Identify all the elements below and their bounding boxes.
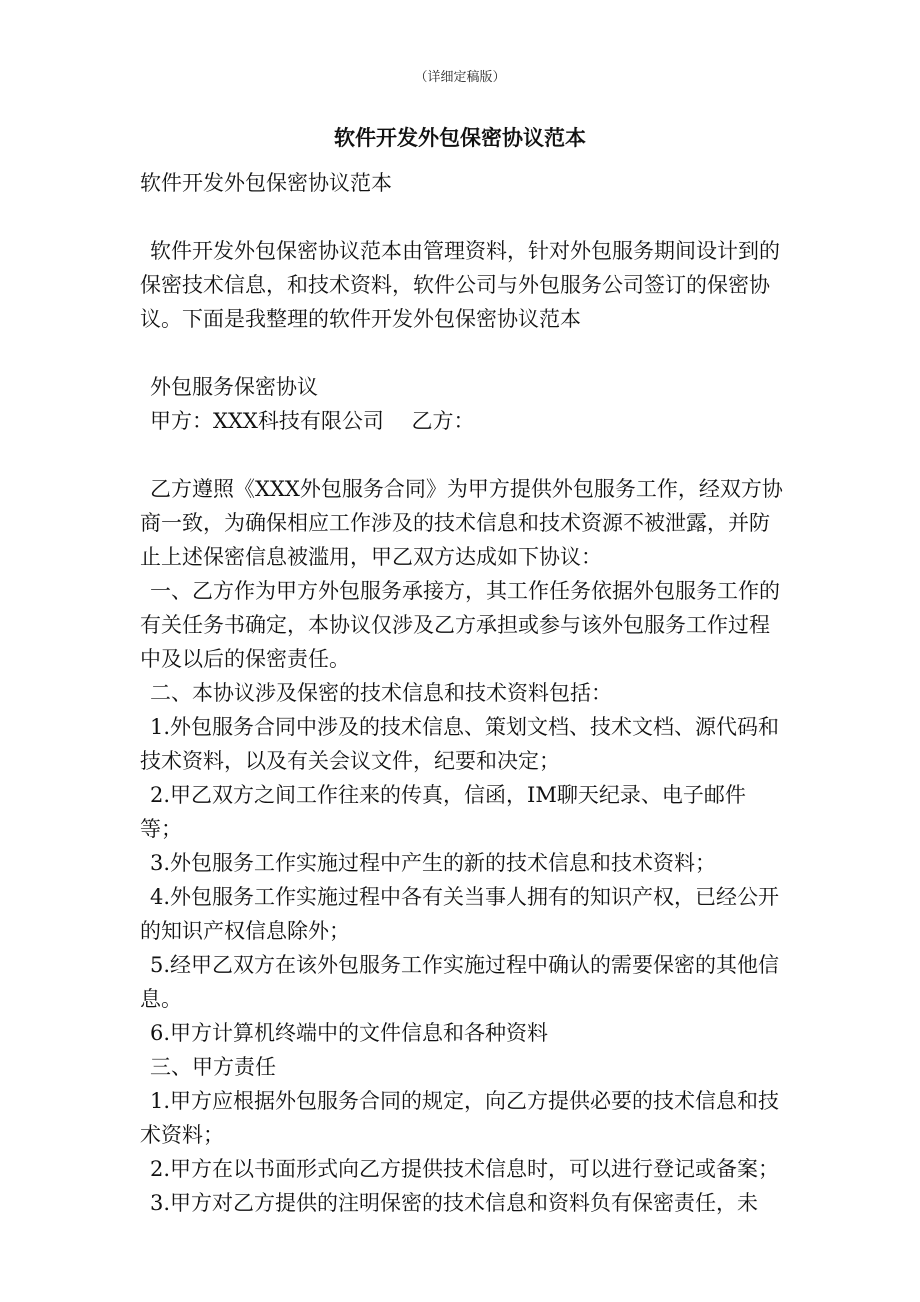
paragraph: 2.甲方在以书面形式向乙方提供技术信息时，可以进行登记或备案； [150,1157,780,1181]
blank-line [140,336,785,370]
paragraph: 5.经甲乙双方在该外包服务工作实施过程中确认的需要保密的其他信息。 [140,953,780,1011]
blank-line [140,438,785,472]
paragraph: 软件开发外包保密协议范本由管理资料，针对外包服务期间设计到的保密技术信息，和技术资料，软件公司与外包服务公司签订的保密协议。下面是我整理的软件开发外包保密协议范本 [140,239,780,331]
paragraph: 4.外包服务工作实施过程中各有关当事人拥有的知识产权，已经公开的知识产权信息除外； [140,885,780,943]
header-note: （详细定稿版） [414,70,506,85]
document-body [140,166,785,1220]
paragraph: 3.外包服务工作实施过程中产生的新的技术信息和技术资料； [150,851,717,875]
paragraph: 乙方遵照《XXX外包服务合同》为甲方提供外包服务工作，经双方协商一致，为确保相应工作涉及的技术信息和技术资源不被泄露，并防止上述保密信息被滥用，甲乙双方达成如下协议： [140,477,783,569]
paragraph: 二、本协议涉及保密的技术信息和技术资料包括： [150,681,612,705]
paragraph: 软件开发外包保密协议范本 [140,171,392,195]
paragraph: 外包服务保密协议 [150,375,318,399]
paragraph: 1.外包服务合同中涉及的技术信息、策划文档、技术文档、源代码和技术资料，以及有关会议文件，纪要和决定； [140,715,780,773]
paragraph: 三、甲方责任 [150,1055,276,1079]
blank-line [140,200,785,234]
document-title: 软件开发外包保密协议范本 [334,125,586,150]
paragraph: 3.甲方对乙方提供的注明保密的技术信息和资料负有保密责任，未 [150,1191,759,1215]
paragraph: 一、乙方作为甲方外包服务承接方，其工作任务依据外包服务工作的有关任务书确定，本协议仅涉及乙方承担或参与该外包服务工作过程中及以后的保密责任。 [140,579,780,671]
paragraph: 1.甲方应根据外包服务合同的规定，向乙方提供必要的技术信息和技术资料； [140,1089,780,1147]
paragraph: 6.甲方计算机终端中的文件信息和各种资料 [150,1021,549,1045]
paragraph: 甲方：XXX科技有限公司 乙方： [150,409,475,433]
paragraph: 2.甲乙双方之间工作往来的传真，信函，IM聊天纪录、电子邮件等； [140,783,746,841]
